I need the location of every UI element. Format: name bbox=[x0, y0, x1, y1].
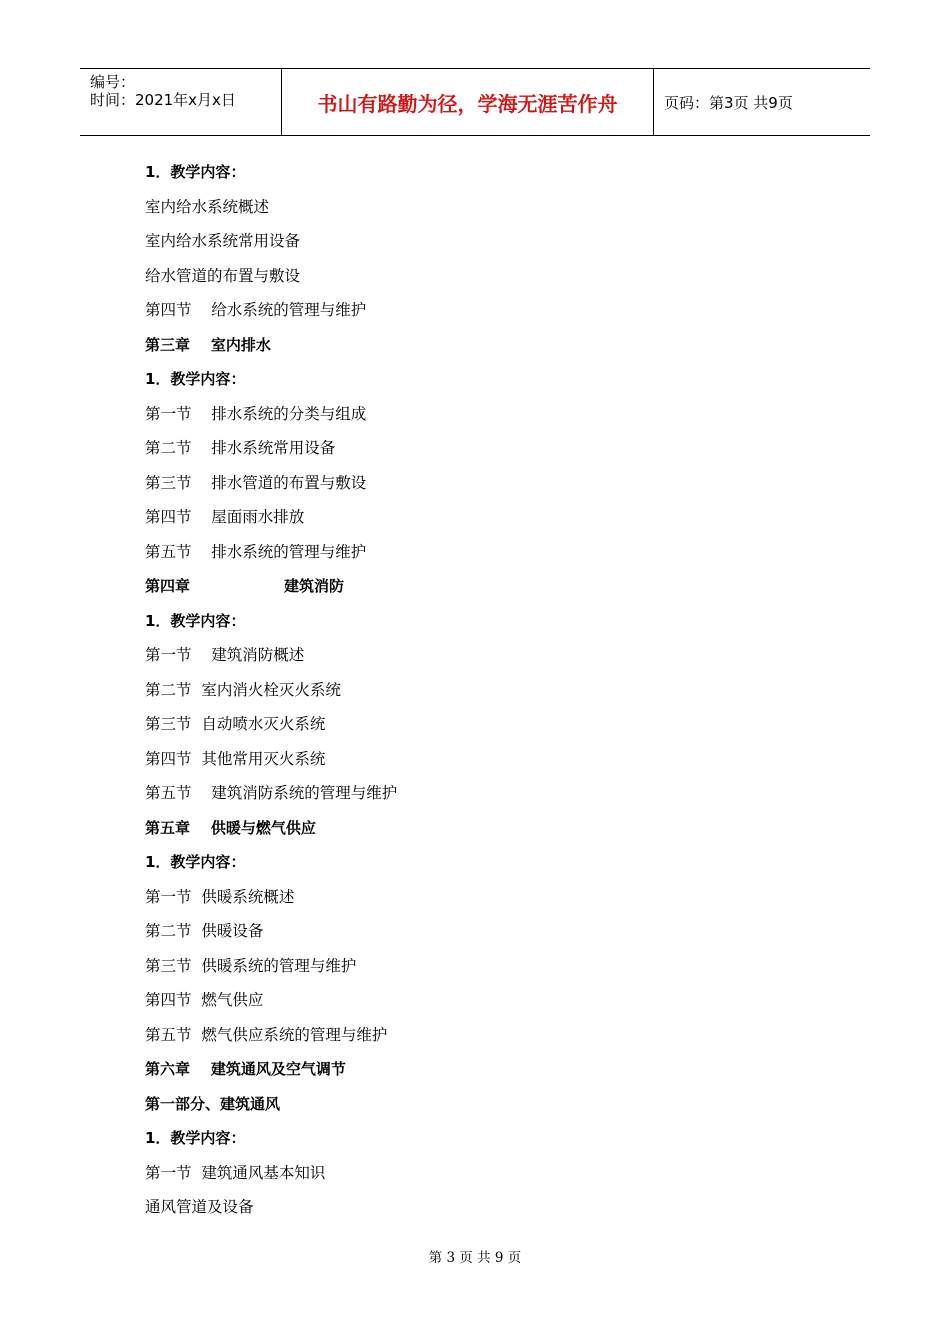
text-line: 第五节 排水系统的管理与维护 bbox=[145, 542, 367, 561]
heading-line: 1．教学内容： bbox=[145, 370, 246, 388]
text-line: 第三节 排水管道的布置与敷设 bbox=[145, 473, 367, 492]
text-line: 第一节 建筑通风基本知识 bbox=[145, 1163, 326, 1182]
text-line: 给水管道的布置与敷设 bbox=[145, 266, 301, 285]
header-page-cell bbox=[654, 69, 870, 135]
header-motto-cell bbox=[281, 69, 654, 135]
document-date-label: 时间：2021年x月x日 bbox=[90, 91, 236, 109]
text-line: 室内给水系统概述 bbox=[145, 197, 270, 216]
heading-line: 第六章 建筑通风及空气调节 bbox=[145, 1060, 346, 1078]
heading-line: 第一部分、建筑通风 bbox=[145, 1094, 281, 1113]
text-line: 第三节 供暖系统的管理与维护 bbox=[145, 956, 357, 975]
text-line: 第四节 其他常用灭火系统 bbox=[145, 749, 326, 768]
text-line: 第四节 给水系统的管理与维护 bbox=[145, 301, 367, 319]
text-line: 第四节 燃气供应 bbox=[145, 991, 264, 1009]
text-line: 第一节 排水系统的分类与组成 bbox=[145, 404, 367, 423]
header-meta-cell bbox=[80, 69, 281, 135]
heading-line: 1．教学内容： bbox=[145, 853, 246, 871]
heading-line: 第四章 建筑消防 bbox=[145, 577, 344, 595]
text-line: 第四节 屋面雨水排放 bbox=[145, 508, 305, 526]
text-line: 第一节 供暖系统概述 bbox=[145, 887, 295, 906]
document-number-label: 编号： bbox=[90, 73, 136, 91]
header-motto: 书山有路勤为径，学海无涯苦作舟 bbox=[317, 91, 618, 116]
text-line: 室内给水系统常用设备 bbox=[145, 232, 301, 250]
page-footer: 第 3 页 共 9 页 bbox=[428, 1250, 522, 1266]
text-line: 第一节 建筑消防概述 bbox=[145, 646, 305, 664]
page-header bbox=[80, 68, 870, 136]
heading-line: 1．教学内容： bbox=[145, 1129, 246, 1147]
heading-line: 第五章 供暖与燃气供应 bbox=[145, 818, 316, 837]
text-line: 第三节 自动喷水灭火系统 bbox=[145, 715, 326, 733]
heading-line: 1．教学内容： bbox=[145, 611, 246, 630]
text-line: 通风管道及设备 bbox=[145, 1198, 254, 1216]
document-body bbox=[145, 155, 845, 1225]
heading-line: 1．教学内容： bbox=[145, 163, 246, 181]
text-line: 第二节 供暖设备 bbox=[145, 922, 264, 940]
text-line: 第五节 燃气供应系统的管理与维护 bbox=[145, 1025, 388, 1044]
text-line: 第二节 排水系统常用设备 bbox=[145, 439, 336, 457]
header-page-code: 页码：第3页 共9页 bbox=[664, 93, 793, 112]
text-line: 第二节 室内消火栓灭火系统 bbox=[145, 680, 341, 699]
heading-line: 第三章 室内排水 bbox=[145, 335, 271, 354]
text-line: 第五节 建筑消防系统的管理与维护 bbox=[145, 784, 398, 802]
